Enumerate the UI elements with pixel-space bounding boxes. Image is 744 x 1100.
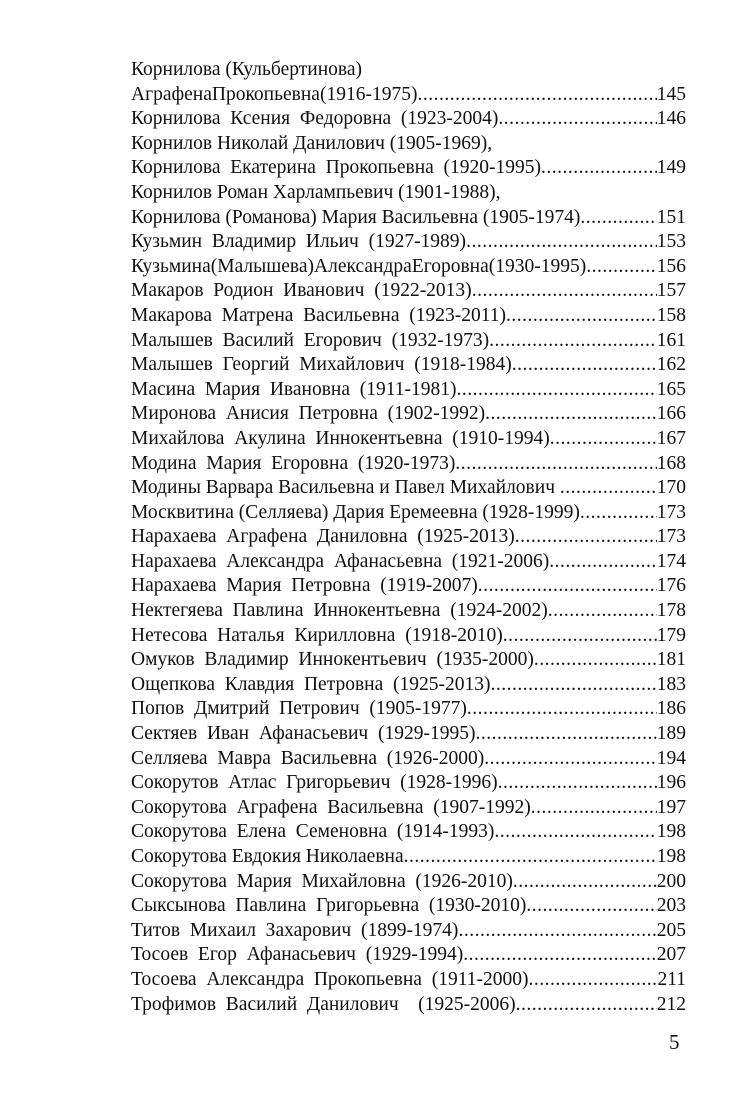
toc-entry xyxy=(131,525,686,550)
toc-entry-page: 153 xyxy=(656,231,686,253)
toc-entry-page: 198 xyxy=(656,846,686,867)
dot-leader xyxy=(498,107,656,132)
toc-entry xyxy=(131,156,686,181)
toc-entry-title: Корнилов Роман Харлампьевич (1901-1988), xyxy=(131,181,501,203)
toc-entry-title: Модины Варвара Васильевна и Павел Михайлович xyxy=(131,477,560,499)
dot-leader xyxy=(498,771,657,796)
toc-entry-page: 174 xyxy=(656,550,686,572)
toc-entry-title: Тосоева Александра Прокопьевна (1911-2000) xyxy=(131,968,529,990)
toc-entry xyxy=(131,329,686,354)
toc-entry-title: Попов Дмитрий Петрович (1905-1977) xyxy=(131,698,467,720)
toc-entry xyxy=(131,181,686,206)
toc-entry xyxy=(131,255,686,280)
toc-entry-title: Малышев Василий Егорович (1932-1973) xyxy=(131,329,490,351)
page-number: 5 xyxy=(669,1030,680,1054)
toc-entry xyxy=(131,83,686,108)
toc-entry-page: 173 xyxy=(656,501,686,523)
toc-entry-page: 162 xyxy=(656,354,686,376)
toc-entry xyxy=(131,673,686,698)
toc-entry-page: 196 xyxy=(656,772,686,794)
toc-entry-page: 205 xyxy=(656,919,686,941)
toc-entry-page: 166 xyxy=(656,403,686,425)
toc-entry-title: Нектегяева Павлина Иннокентьевна (1924-2002) xyxy=(131,600,548,622)
toc-entry-title: Макаров Родион Иванович (1922-2013) xyxy=(131,280,472,302)
toc-entry xyxy=(131,894,686,919)
toc-entry-title: Михайлова Акулина Иннокентьевна (1910-1994) xyxy=(131,427,550,449)
toc-entry xyxy=(131,550,686,575)
dot-leader xyxy=(549,550,656,575)
toc-entry-page: 189 xyxy=(656,723,686,745)
dot-leader xyxy=(531,796,657,821)
dot-leader xyxy=(548,599,657,624)
toc-entry-page: 149 xyxy=(656,157,686,179)
toc-entry xyxy=(131,747,686,772)
toc-entry-page: 173 xyxy=(656,526,686,548)
toc-entry xyxy=(131,648,686,673)
dot-leader xyxy=(491,673,657,698)
toc-entry-page: 168 xyxy=(656,452,686,474)
toc-entry-page: 186 xyxy=(656,698,686,720)
toc-entry xyxy=(131,624,686,649)
dot-leader xyxy=(528,968,657,993)
toc-entry-title: Ощепкова Клавдия Петровна (1925-2013) xyxy=(131,673,491,695)
toc-entry-page: 207 xyxy=(656,944,686,966)
toc-entry xyxy=(131,574,686,599)
toc-entry-page: 176 xyxy=(656,575,686,597)
dot-leader xyxy=(472,279,657,304)
toc-entry-page: 167 xyxy=(656,427,686,449)
toc-entry xyxy=(131,58,686,83)
dot-leader xyxy=(526,894,656,919)
toc-entry xyxy=(131,402,686,427)
dot-leader xyxy=(494,820,656,845)
toc-entry-title: Селляева Мавра Васильевна (1926-2000) xyxy=(131,747,485,769)
toc-entry xyxy=(131,452,686,477)
toc-entry-title: Кузьмина(Малышева)АлександраЕгоровна(1930-1995) xyxy=(131,255,587,277)
toc-entry-page: 145 xyxy=(656,83,686,105)
dot-leader xyxy=(475,722,656,747)
toc-entry xyxy=(131,476,686,501)
toc-entry-page: 183 xyxy=(656,673,686,695)
toc-entry xyxy=(131,378,686,403)
toc-entry xyxy=(131,845,686,870)
toc-entry-title: Сыксынова Павлина Григорьевна (1930-2010) xyxy=(131,895,527,917)
toc-entry-page: 178 xyxy=(656,600,686,622)
toc-entry-page: 203 xyxy=(656,895,686,917)
toc-entry xyxy=(131,132,686,157)
toc-entry-page: 198 xyxy=(656,821,686,843)
toc-entry-title: Корнилова (Кульбертинова) xyxy=(131,59,362,80)
dot-leader xyxy=(534,648,657,673)
toc-entry xyxy=(131,697,686,722)
dot-leader xyxy=(512,353,657,378)
toc-entry-page: 194 xyxy=(656,747,686,769)
toc-entry-title: Москвитина (Селляева) Дария Еремеевна (1928-1999) xyxy=(131,501,580,523)
dot-leader xyxy=(478,574,657,599)
toc-entry-page: 181 xyxy=(656,649,686,671)
toc-entry xyxy=(131,107,686,132)
toc-entry xyxy=(131,820,686,845)
toc-entry-page: 157 xyxy=(656,280,686,302)
table-of-contents xyxy=(131,58,686,1017)
toc-entry-page: 151 xyxy=(656,206,686,228)
toc-entry-title: Сектяев Иван Афанасьевич (1929-1995) xyxy=(131,723,476,745)
dot-leader xyxy=(458,919,656,944)
toc-entry-title: Макарова Матрена Васильевна (1923-2011) xyxy=(131,304,507,326)
dot-leader xyxy=(404,845,657,870)
toc-entry xyxy=(131,279,686,304)
toc-entry-page: 170 xyxy=(656,477,686,499)
toc-entry-title: Омуков Владимир Иннокентьевич (1935-2000) xyxy=(131,649,534,671)
toc-entry-title: Корнилова Екатерина Прокопьевна (1920-1995) xyxy=(131,157,542,179)
toc-entry-title: Нетесова Наталья Кирилловна (1918-2010) xyxy=(131,624,503,646)
toc-entry-title: Корнилова Ксения Федоровна (1923-2004) xyxy=(131,108,499,130)
dot-leader xyxy=(580,206,656,231)
toc-entry xyxy=(131,206,686,231)
dot-leader xyxy=(506,304,657,329)
toc-entry xyxy=(131,599,686,624)
dot-leader xyxy=(489,329,657,354)
toc-entry-page: 156 xyxy=(656,255,686,277)
toc-entry-title: Тосоев Егор Афанасьевич (1929-1994) xyxy=(131,944,464,966)
toc-entry-title: Корнилов Николай Данилович (1905-1969), xyxy=(131,132,493,154)
toc-entry-title: Сокорутов Атлас Григорьевич (1928-1996) xyxy=(131,772,498,794)
dot-leader xyxy=(455,452,656,477)
toc-entry-title: Модина Мария Егоровна (1920-1973) xyxy=(131,452,456,474)
toc-entry-title: Корнилова (Романова) Мария Васильевна (1905-1974) xyxy=(131,206,581,228)
dot-leader xyxy=(503,624,657,649)
dot-leader xyxy=(515,525,657,550)
toc-entry-title: Сокорутова Аграфена Васильевна (1907-1992) xyxy=(131,796,531,818)
toc-entry-title: Малышев Георгий Михайлович (1918-1984) xyxy=(131,354,512,376)
toc-entry-page: 158 xyxy=(656,304,686,326)
toc-entry-title: Сокорутова Евдокия Николаевна xyxy=(131,846,404,867)
toc-entry xyxy=(131,771,686,796)
dot-leader xyxy=(516,993,657,1018)
dot-leader xyxy=(466,230,657,255)
toc-entry-title: Нарахаева Аграфена Даниловна (1925-2013) xyxy=(131,526,515,548)
toc-entry-title: Сокорутова Елена Семеновна (1914-1993) xyxy=(131,821,495,843)
toc-entry-page: 200 xyxy=(656,870,686,892)
toc-entry xyxy=(131,501,686,526)
toc-entry-title: Миронова Анисия Петровна (1902-1992) xyxy=(131,403,486,425)
toc-entry-page: 161 xyxy=(656,329,686,351)
toc-entry-title: Титов Михаил Захарович (1899-1974) xyxy=(131,919,459,941)
toc-entry xyxy=(131,230,686,255)
dot-leader xyxy=(541,156,657,181)
toc-entry xyxy=(131,968,686,993)
toc-entry-title: Сокорутова Мария Михайловна (1926-2010) xyxy=(131,870,513,892)
toc-entry xyxy=(131,993,686,1018)
toc-entry-page: 146 xyxy=(656,108,686,130)
dot-leader xyxy=(463,943,657,968)
toc-entry-title: Нарахаева Александра Афанасьевна (1921-2006) xyxy=(131,550,550,572)
toc-entry-title: АграфенаПрокопьевна(1916-1975) xyxy=(131,83,418,105)
dot-leader xyxy=(550,427,657,452)
dot-leader xyxy=(586,255,657,280)
dot-leader xyxy=(457,378,657,403)
toc-entry xyxy=(131,304,686,329)
toc-entry xyxy=(131,943,686,968)
toc-entry-title: Трофимов Василий Данилович (1925-2006) xyxy=(131,993,516,1015)
toc-entry xyxy=(131,427,686,452)
dot-leader xyxy=(560,476,657,501)
toc-entry-title: Кузьмин Владимир Ильич (1927-1989) xyxy=(131,231,467,253)
dot-leader xyxy=(580,501,657,526)
dot-leader xyxy=(513,870,657,895)
toc-entry xyxy=(131,722,686,747)
toc-entry xyxy=(131,919,686,944)
dot-leader xyxy=(485,402,657,427)
toc-entry-page: 211 xyxy=(657,968,686,990)
toc-entry-page: 179 xyxy=(656,624,686,646)
toc-entry-title: Нарахаева Мария Петровна (1919-2007) xyxy=(131,575,478,597)
toc-entry-page: 197 xyxy=(656,796,686,818)
toc-entry xyxy=(131,796,686,821)
toc-entry-title: Масина Мария Ивановна (1911-1981) xyxy=(131,378,457,400)
dot-leader xyxy=(467,697,657,722)
toc-entry xyxy=(131,870,686,895)
toc-entry-page: 212 xyxy=(656,993,686,1015)
toc-entry-page: 165 xyxy=(656,378,686,400)
dot-leader xyxy=(484,747,656,772)
dot-leader xyxy=(417,83,656,108)
toc-entry xyxy=(131,353,686,378)
